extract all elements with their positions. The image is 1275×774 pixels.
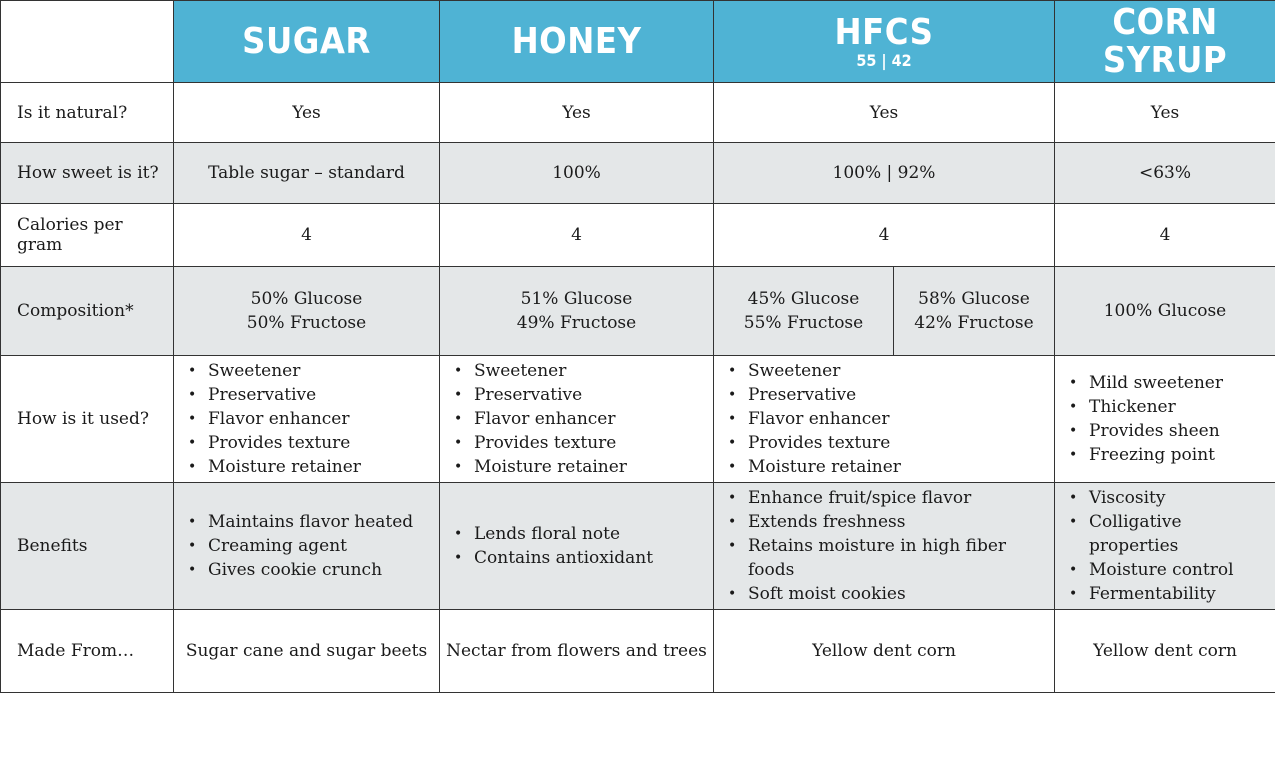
list-item: • Moisture retainer: [440, 455, 713, 479]
list-item: • Flavor enhancer: [174, 407, 439, 431]
cell-hfcs: 100% | 92%: [714, 143, 1055, 204]
cell-honey: Yes: [440, 83, 714, 143]
row-label: How sweet is it?: [1, 143, 174, 204]
list-item: • Provides texture: [440, 431, 713, 455]
bullet-list: [440, 359, 713, 479]
row-sweetness: [1, 143, 1275, 204]
list-item: • Flavor enhancer: [440, 407, 713, 431]
row-calories: [1, 204, 1275, 267]
bullet-list: [714, 486, 1054, 606]
list-item: • Preservative: [714, 383, 1054, 407]
cell-corn-syrup: 4: [1055, 204, 1275, 267]
list-item: • Viscosity: [1055, 486, 1275, 510]
column-header-sugar-title: SUGAR: [242, 20, 371, 62]
list-item: • Enhance fruit/spice flavor: [714, 486, 1054, 510]
composition-line: 50% Fructose: [246, 313, 367, 333]
row-made-from: [1, 610, 1275, 693]
cell-honey: [440, 267, 714, 356]
list-item: • Sweetener: [174, 359, 439, 383]
list-item: • Sweetener: [714, 359, 1054, 383]
composition-line: 58% Glucose: [918, 289, 1030, 309]
cell-corn-syrup: Yellow dent corn: [1055, 610, 1275, 693]
row-label: Calories per gram: [1, 204, 174, 267]
composition-line: 100% Glucose: [1103, 301, 1227, 321]
cell-corn-syrup: [1055, 483, 1275, 610]
row-natural: [1, 83, 1275, 143]
list-item: • Moisture retainer: [174, 455, 439, 479]
cell-honey: 4: [440, 204, 714, 267]
row-label: How is it used?: [1, 356, 174, 483]
list-item: • Thickener: [1055, 395, 1275, 419]
list-item: • Preservative: [440, 383, 713, 407]
list-item: • Creaming agent: [174, 534, 439, 558]
list-item: • Provides sheen: [1055, 419, 1275, 443]
cell-honey: 100%: [440, 143, 714, 204]
row-label: Composition*: [1, 267, 174, 356]
composition-line: 51% Glucose: [520, 289, 633, 309]
cell-honey: [440, 483, 714, 610]
cell-honey: [440, 356, 714, 483]
cell-hfcs-55: [714, 267, 894, 356]
list-item: • Lends floral note: [440, 522, 713, 546]
cell-corn-syrup: Yes: [1055, 83, 1275, 143]
list-item: • Preservative: [174, 383, 439, 407]
cell-hfcs: Yellow dent corn: [714, 610, 1055, 693]
composition-line: 45% Glucose: [747, 289, 860, 309]
row-benefits: [1, 483, 1275, 610]
composition-line: 42% Fructose: [914, 313, 1034, 333]
cell-sugar: Table sugar – standard: [174, 143, 440, 204]
cell-hfcs-42: [894, 267, 1055, 356]
cell-hfcs: [714, 483, 1055, 610]
column-header-corn-syrup-title: CORN SYRUP: [1102, 1, 1228, 81]
list-item: • Provides texture: [714, 431, 1054, 455]
bullet-list: [440, 522, 713, 570]
column-header-honey-title: HONEY: [511, 20, 642, 62]
composition-line: 55% Fructose: [743, 313, 864, 333]
list-item: • Mild sweetener: [1055, 371, 1275, 395]
list-item: • Soft moist cookies: [714, 582, 1054, 606]
row-composition: [1, 267, 1275, 356]
list-item: • Contains antioxidant: [440, 546, 713, 570]
column-header-hfcs-title: HFCS: [834, 11, 934, 53]
bullet-list: [1055, 486, 1275, 606]
column-header-sugar: [174, 1, 440, 83]
cell-sugar: [174, 483, 440, 610]
bullet-list: [1055, 371, 1275, 467]
cell-sugar: Yes: [174, 83, 440, 143]
cell-hfcs: 4: [714, 204, 1055, 267]
list-item: • Moisture control: [1055, 558, 1275, 582]
header-corner-cell: [1, 1, 174, 83]
row-label: Is it natural?: [1, 83, 174, 143]
row-usage: [1, 356, 1275, 483]
cell-sugar: [174, 356, 440, 483]
row-label: Benefits: [1, 483, 174, 610]
cell-honey: Nectar from flowers and trees: [440, 610, 714, 693]
header-row: [1, 1, 1275, 83]
list-item: • Provides texture: [174, 431, 439, 455]
bullet-list: [174, 510, 439, 582]
cell-hfcs: [714, 356, 1055, 483]
list-item: • Moisture retainer: [714, 455, 1054, 479]
list-item: • Extends freshness: [714, 510, 1054, 534]
bullet-list: [714, 359, 1054, 479]
column-header-hfcs: [714, 1, 1055, 83]
row-label: Made From…: [1, 610, 174, 693]
column-header-corn-syrup: [1055, 1, 1275, 83]
cell-corn-syrup: <63%: [1055, 143, 1275, 204]
column-header-hfcs-variants: 55 | 42: [856, 50, 912, 70]
cell-corn-syrup: [1055, 267, 1275, 356]
cell-sugar: [174, 267, 440, 356]
bullet-list: [174, 359, 439, 479]
list-item: • Fermentability: [1055, 582, 1275, 606]
list-item: • Sweetener: [440, 359, 713, 383]
list-item: • Flavor enhancer: [714, 407, 1054, 431]
column-header-honey: [440, 1, 714, 83]
cell-sugar: Sugar cane and sugar beets: [174, 610, 440, 693]
list-item: • Gives cookie crunch: [174, 558, 439, 582]
list-item: • Freezing point: [1055, 443, 1275, 467]
list-item: • Maintains flavor heated: [174, 510, 439, 534]
list-item: • Colligative properties: [1055, 510, 1275, 558]
list-item: • Retains moisture in high fiber foods: [714, 534, 1054, 582]
cell-sugar: 4: [174, 204, 440, 267]
cell-corn-syrup: [1055, 356, 1275, 483]
cell-hfcs: Yes: [714, 83, 1055, 143]
composition-line: 49% Fructose: [516, 313, 637, 333]
composition-line: 50% Glucose: [250, 289, 363, 309]
